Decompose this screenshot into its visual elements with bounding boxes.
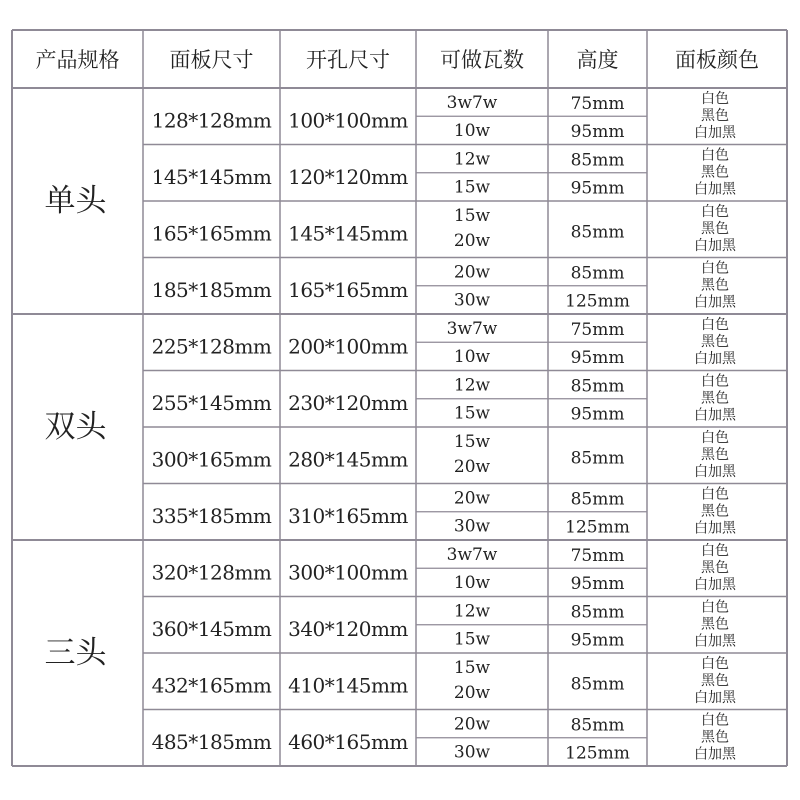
panel-color-item: 白色 — [701, 656, 729, 672]
cutout-size-cell: 200*100mm — [288, 334, 408, 359]
panel-size-cell: 185*185mm — [151, 277, 272, 302]
cutout-size-cell: 310*165mm — [288, 503, 408, 528]
height-cell: 95mm — [570, 122, 625, 142]
panel-color-item: 白色 — [701, 260, 729, 277]
panel-color-item: 白色 — [701, 712, 729, 729]
panel-color-item: 白加黑 — [694, 690, 736, 706]
header-cell: 面板颜色 — [675, 48, 759, 72]
height-cell: 95mm — [570, 348, 625, 368]
wattage-cell: 12w — [453, 149, 491, 170]
panel-color-item: 白色 — [701, 373, 729, 390]
height-cell: 125mm — [565, 517, 630, 538]
panel-size-cell: 165*165mm — [151, 221, 272, 246]
panel-color-item: 黑色 — [701, 390, 729, 407]
panel-color-item: 白加黑 — [694, 746, 736, 763]
height-cell: 75mm — [570, 94, 625, 114]
panel-size-cell: 485*185mm — [151, 729, 272, 754]
panel-color-item: 白加黑 — [694, 577, 736, 593]
height-cell: 75mm — [570, 546, 625, 566]
wattage-cell: 15w — [453, 403, 491, 424]
wattage-cell: 3w7w — [446, 319, 498, 339]
height-cell: 85mm — [570, 376, 625, 397]
wattage-cell: 10w — [453, 347, 491, 367]
panel-color-item: 白加黑 — [694, 294, 736, 311]
panel-color-item: 黑色 — [701, 334, 729, 350]
height-cell: 85mm — [570, 674, 625, 695]
cutout-size-cell: 165*165mm — [288, 277, 408, 302]
panel-color-item: 白加黑 — [694, 520, 736, 537]
header-cell: 面板尺寸 — [169, 48, 254, 72]
panel-size-cell: 335*185mm — [151, 503, 272, 528]
panel-color-item: 白加黑 — [694, 351, 736, 367]
panel-color-item: 白加黑 — [694, 407, 736, 424]
cutout-size-cell: 460*165mm — [288, 729, 408, 754]
cutout-size-cell: 410*145mm — [288, 673, 408, 698]
wattage-cell: 20w — [453, 457, 491, 477]
height-cell: 95mm — [570, 178, 625, 199]
panel-color-item: 黑色 — [701, 108, 729, 124]
panel-size-cell: 320*128mm — [151, 560, 272, 585]
wattage-cell: 15w — [453, 658, 491, 678]
cutout-size-cell: 120*120mm — [288, 164, 408, 189]
wattage-cell: 20w — [453, 231, 491, 251]
panel-color-item: 白色 — [701, 317, 729, 333]
panel-size-cell: 145*145mm — [151, 164, 272, 189]
cutout-size-cell: 230*120mm — [288, 390, 408, 415]
panel-color-item: 白加黑 — [694, 633, 736, 650]
header-cell: 高度 — [576, 48, 619, 72]
wattage-cell: 20w — [453, 683, 491, 703]
panel-color-item: 黑色 — [701, 503, 729, 520]
panel-size-cell: 225*128mm — [151, 334, 272, 359]
panel-color-item: 黑色 — [701, 447, 729, 463]
panel-color-item: 黑色 — [701, 729, 729, 746]
panel-size-cell: 255*145mm — [151, 390, 272, 415]
group-label: 双头 — [44, 409, 107, 445]
wattage-cell: 12w — [453, 601, 491, 622]
panel-size-cell: 128*128mm — [151, 108, 272, 133]
cutout-size-cell: 340*120mm — [288, 616, 408, 641]
panel-color-item: 黑色 — [701, 164, 729, 181]
height-cell: 85mm — [570, 222, 625, 243]
panel-color-item: 白色 — [701, 430, 729, 446]
height-cell: 85mm — [570, 263, 625, 284]
cutout-size-cell: 280*145mm — [288, 447, 408, 472]
wattage-cell: 12w — [453, 375, 491, 396]
height-cell: 85mm — [570, 448, 625, 469]
wattage-cell: 20w — [453, 488, 491, 509]
panel-color-item: 黑色 — [701, 560, 729, 576]
group-label: 三头 — [44, 635, 107, 671]
panel-color-item: 白加黑 — [694, 181, 736, 198]
panel-color-item: 白色 — [701, 543, 729, 559]
height-cell: 85mm — [570, 150, 625, 171]
panel-color-item: 黑色 — [701, 221, 729, 237]
panel-color-item: 白色 — [701, 147, 729, 164]
panel-color-item: 白加黑 — [694, 464, 736, 480]
panel-color-item: 黑色 — [701, 616, 729, 633]
cutout-size-cell: 100*100mm — [288, 108, 408, 133]
wattage-cell: 15w — [453, 206, 491, 226]
wattage-cell: 30w — [453, 516, 491, 537]
panel-color-item: 白色 — [701, 91, 729, 107]
wattage-cell: 10w — [453, 573, 491, 593]
cutout-size-cell: 145*145mm — [288, 221, 408, 246]
height-cell: 95mm — [570, 630, 625, 651]
wattage-cell: 10w — [453, 121, 491, 141]
panel-color-item: 白色 — [701, 486, 729, 503]
height-cell: 125mm — [565, 291, 630, 312]
cutout-size-cell: 300*100mm — [288, 560, 408, 585]
panel-color-item: 白色 — [701, 599, 729, 616]
panel-size-cell: 432*165mm — [151, 673, 272, 698]
wattage-cell: 20w — [453, 714, 491, 735]
height-cell: 75mm — [570, 320, 625, 340]
panel-color-item: 白色 — [701, 204, 729, 220]
header-cell: 产品规格 — [35, 48, 120, 72]
wattage-cell: 3w7w — [446, 545, 498, 565]
wattage-cell: 20w — [453, 262, 491, 283]
height-cell: 85mm — [570, 489, 625, 510]
group-label: 单头 — [44, 183, 107, 219]
wattage-cell: 30w — [453, 742, 491, 763]
panel-size-cell: 360*145mm — [151, 616, 272, 641]
height-cell: 95mm — [570, 404, 625, 425]
wattage-cell: 3w7w — [446, 93, 498, 113]
wattage-cell: 15w — [453, 432, 491, 452]
header-cell: 可做瓦数 — [440, 48, 524, 72]
height-cell: 125mm — [565, 743, 630, 764]
panel-color-item: 白加黑 — [694, 125, 736, 141]
wattage-cell: 15w — [453, 629, 491, 650]
wattage-cell: 15w — [453, 177, 491, 198]
height-cell: 95mm — [570, 574, 625, 594]
height-cell: 85mm — [570, 602, 625, 623]
panel-color-item: 白加黑 — [694, 238, 736, 254]
panel-size-cell: 300*165mm — [151, 447, 272, 472]
height-cell: 85mm — [570, 715, 625, 736]
panel-color-item: 黑色 — [701, 673, 729, 689]
panel-color-item: 黑色 — [701, 277, 729, 294]
wattage-cell: 30w — [453, 290, 491, 311]
header-cell: 开孔尺寸 — [306, 48, 390, 72]
